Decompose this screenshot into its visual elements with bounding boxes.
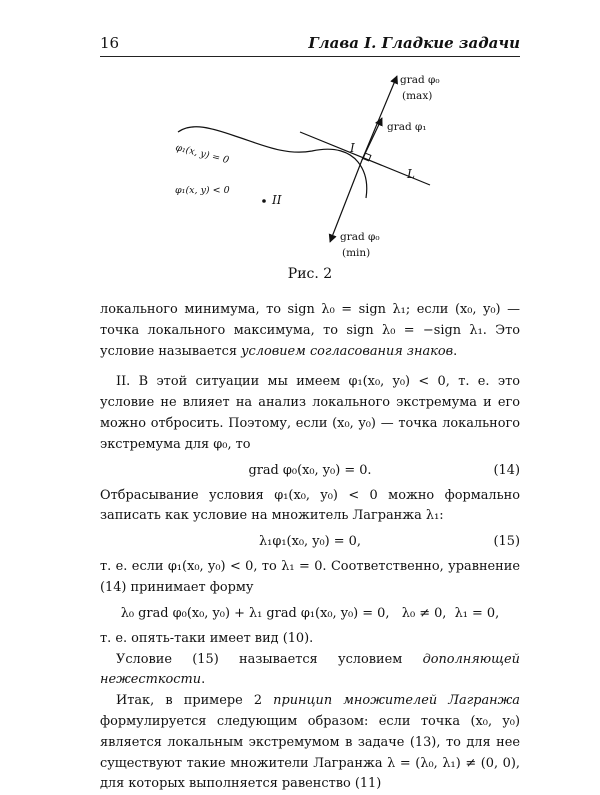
main-text (100, 300, 520, 795)
paragraph-2: II. В этой ситуации мы имеем φ₁(x₀, y₀) < 0, т. е. это условие не влияет на анализ локального экстремума и его можно отбросить. Поэтому, если (x₀, y₀) — точка локального экстремума для φ₀, то (100, 374, 520, 452)
label-region-ineq: φ₁(x, y) < 0 (175, 185, 230, 196)
label-region-II: II (272, 193, 282, 207)
label-grad-phi1: grad φ₁ (387, 121, 427, 133)
label-curve-eq: φ₁(x, y) = 0 (174, 142, 230, 167)
label-max: (max) (402, 90, 433, 102)
running-header (100, 32, 520, 57)
label-min: (min) (342, 247, 371, 259)
equation-15-number: (15) (493, 534, 520, 550)
paragraph-7: Итак, в примере 2 принцип множителей Лагранжа формулируется следующим образом: если точка (x₀, y₀) является локальным экстремумом в задаче (13), то для нее существуют такие множители Лагранжа λ = (λ₀, λ₁) ≠ (0, 0), для которых выполняется равенство (11) (100, 693, 520, 792)
paragraph-1: локального минимума, то sign λ₀ = sign λ₁; если (x₀, y₀) — точка локального максимума, то sign λ₀ = −sign λ₁. Это условие называется условием согласования знаков. (100, 302, 520, 359)
region-II-dot (262, 199, 266, 203)
term-complementary-slackness: дополняющей нежесткости (100, 651, 520, 688)
equation-15: λ₁φ₁(x₀, y₀) = 0, (15) (100, 527, 520, 557)
term-lagrange-principle: принцип множителей Лагранжа (273, 693, 520, 709)
equation-14: grad φ₀(x₀, y₀) = 0. (14) (100, 456, 520, 486)
figure-caption: Рис. 2 (287, 266, 333, 282)
page-number: 16 (100, 34, 120, 52)
grad-phi0-min-arrow (330, 160, 362, 242)
paragraph-3: Отбрасывание условия φ₁(x₀, y₀) < 0 можно формально записать как условие на множитель Лагранжа λ₁: (100, 487, 520, 524)
equation-14-number: (14) (493, 462, 520, 478)
paragraph-5: т. е. опять-таки имеет вид (10). (100, 630, 314, 646)
label-point-I: I (350, 141, 355, 155)
figure-2 (100, 70, 520, 265)
label-grad-min: grad φ₀ (340, 231, 380, 243)
paragraph-4: т. е. если φ₁(x₀, y₀) < 0, то λ₁ = 0. Соответственно, уравнение (14) принимает форму (100, 559, 520, 595)
paragraph-6: Условие (15) называется условием дополняющей нежесткости. (100, 651, 520, 688)
grad-phi0-max-arrow (362, 76, 397, 160)
term-sign-agreement: условием согласования знаков (241, 343, 454, 359)
label-grad-max: grad φ₀ (400, 74, 440, 86)
equation-16: λ₀ grad φ₀(x₀, y₀) + λ₁ grad φ₁(x₀, y₀) = 0, λ₀ ≠ 0, λ₁ = 0, (120, 605, 500, 621)
chapter-title: Глава I. Гладкие задачи (308, 34, 520, 52)
label-line-L: L (407, 167, 415, 181)
